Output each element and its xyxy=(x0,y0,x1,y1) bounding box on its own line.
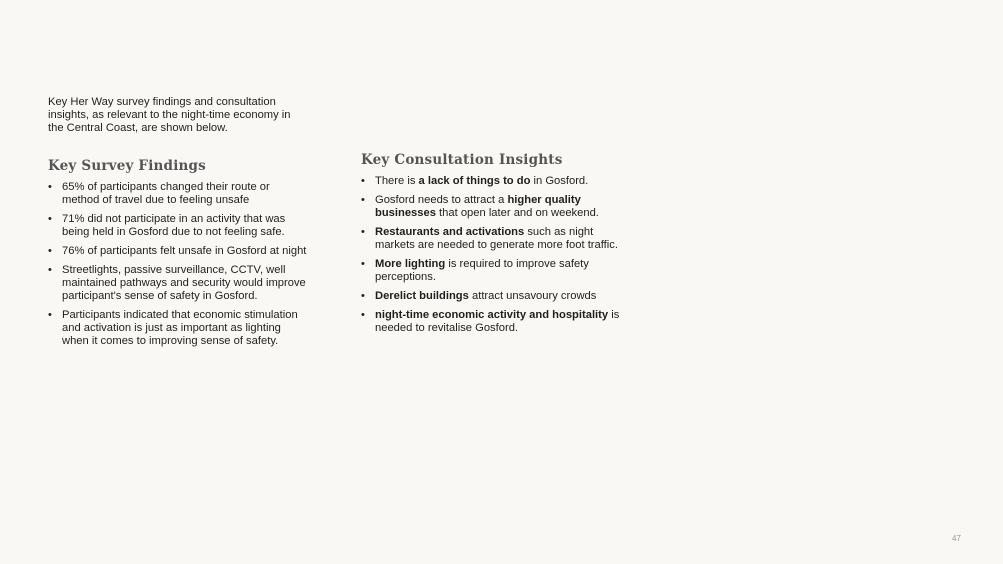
survey-findings-heading: Key Survey Findings xyxy=(48,158,206,174)
list-item: • 76% of participants felt unsafe in Gosford at night xyxy=(48,245,310,258)
list-item: • 65% of participants changed their route or method of travel due to feeling unsafe xyxy=(48,181,310,207)
consultation-insights-heading: Key Consultation Insights xyxy=(361,152,563,168)
page-number: 47 xyxy=(952,534,961,543)
consultation-insights-list xyxy=(361,175,631,335)
consultation-insights-section xyxy=(361,152,631,341)
list-item: • Participants indicated that economic stimulation and activation is just as important as lighting when it comes to improving sense of safety. xyxy=(48,309,310,348)
list-item: • Streetlights, passive surveillance, CCTV, well maintained pathways and security would improve participant's sense of safety in Gosford. xyxy=(48,264,310,303)
list-item: • Gosford needs to attract a higher quality businesses that open later and on weekend. xyxy=(361,194,631,220)
survey-findings-list xyxy=(48,181,310,348)
list-item: • 71% did not participate in an activity that was being held in Gosford due to not feeling safe. xyxy=(48,213,310,239)
intro-paragraph: Key Her Way survey findings and consultation insights, as relevant to the night-time economy in the Central Coast, are shown below. xyxy=(48,96,291,134)
survey-findings-section xyxy=(48,158,310,354)
list-item: • More lighting is required to improve safety perceptions. xyxy=(361,258,631,284)
list-item: • night-time economic activity and hospitality is needed to revitalise Gosford. xyxy=(361,309,631,335)
list-item: • Restaurants and activations such as night markets are needed to generate more foot traffic. xyxy=(361,226,631,252)
list-item: • Derelict buildings attract unsavoury crowds xyxy=(361,290,631,303)
list-item: • There is a lack of things to do in Gosford. xyxy=(361,175,631,188)
